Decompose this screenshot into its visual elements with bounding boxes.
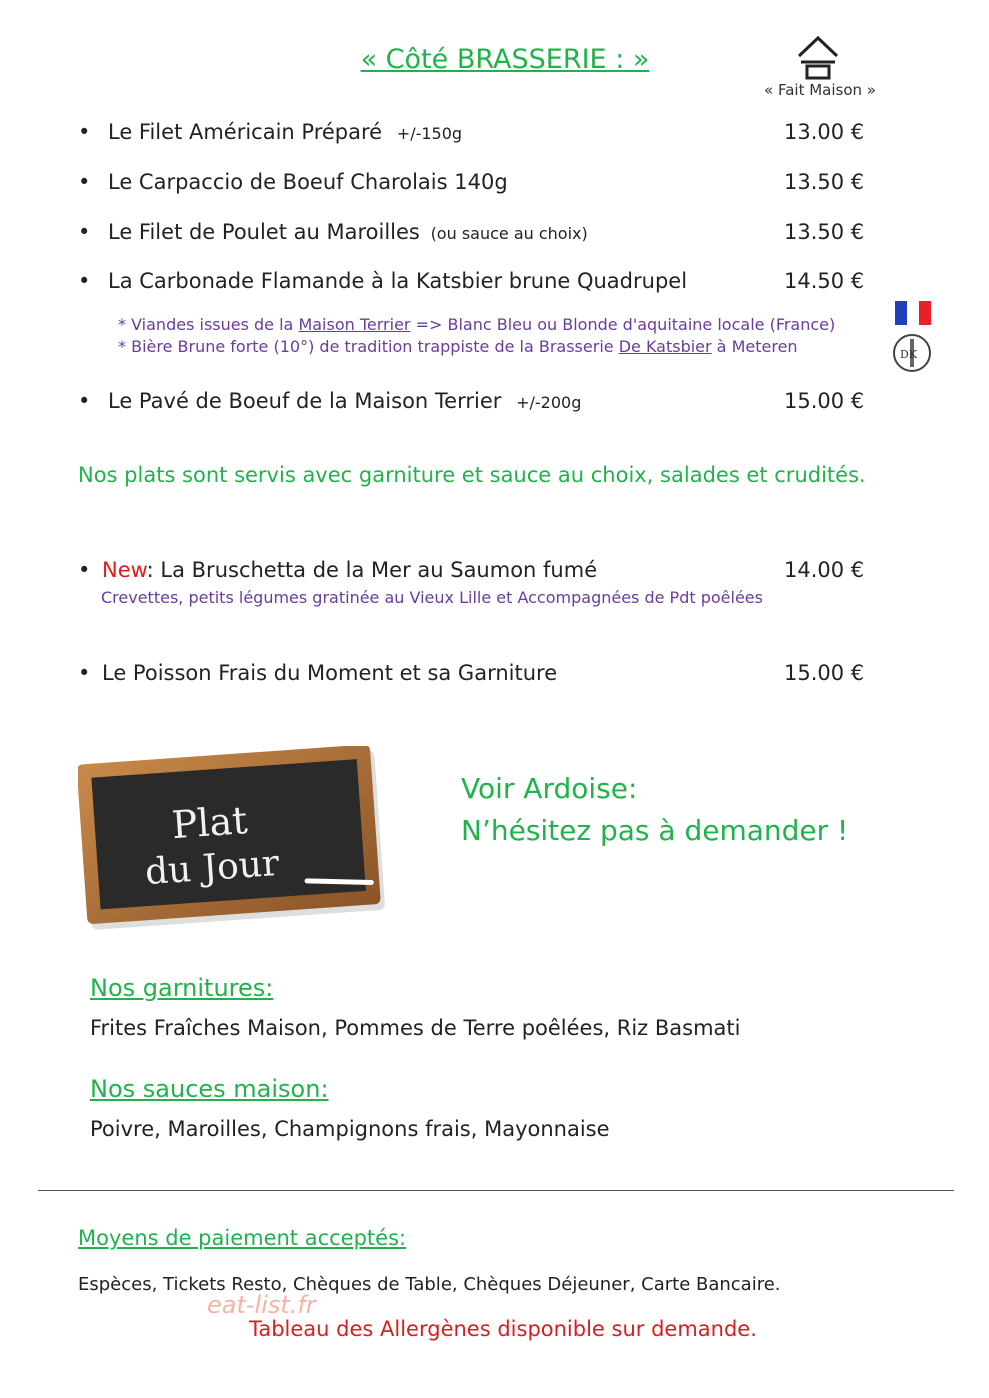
note-text: à Meteren (711, 337, 798, 356)
sauces-heading: Nos sauces maison: (90, 1075, 329, 1103)
bruschetta-description: Crevettes, petits légumes gratinée au Vieux Lille et Accompagnées de Pdt poêlées (101, 588, 763, 607)
item-price: 14.00 € (784, 558, 865, 582)
logo-text: DK (900, 348, 918, 361)
fait-maison-label: « Fait Maison » (764, 81, 876, 99)
de-katsbier-link: De Katsbier (618, 337, 712, 356)
item-price: 15.00 € (784, 661, 865, 685)
item-price: 15.00 € (784, 389, 865, 413)
payment-heading: Moyens de paiement acceptés: (78, 1226, 407, 1250)
bullet: • (78, 558, 91, 582)
note-text: => Blanc Bleu ou Blonde d'aquitaine locale (France) (410, 315, 836, 334)
item-detail: +/-200g (516, 393, 582, 412)
menu-item (78, 269, 878, 303)
item-price: 13.50 € (784, 170, 865, 194)
item-name: La Carbonade Flamande à la Katsbier brune Quadrupel (108, 269, 688, 293)
new-badge: New (102, 558, 147, 582)
item-price: 13.00 € (784, 120, 865, 144)
flag-red (919, 301, 931, 325)
slate-text-du-jour: du Jour (143, 842, 281, 894)
item-detail: +/-150g (396, 124, 463, 143)
item-name: Le Poisson Frais du Moment et sa Garniture (102, 661, 558, 685)
allergens-note: Tableau des Allergènes disponible sur demande. (249, 1317, 757, 1341)
meat-origin-note (118, 315, 835, 334)
voir-ardoise-line1: Voir Ardoise: (461, 772, 638, 805)
menu-item (78, 220, 878, 254)
menu-item (78, 558, 878, 592)
item-name: Le Filet de Poulet au Maroilles (108, 220, 420, 244)
payment-text: Espèces, Tickets Resto, Chèques de Table, Chèques Déjeuner, Carte Bancaire. (78, 1274, 781, 1295)
flag-white (907, 301, 919, 325)
maison-terrier-link: Maison Terrier (298, 315, 411, 334)
item-price: 13.50 € (784, 220, 865, 244)
item-name: Le Carpaccio de Boeuf Charolais 140g (108, 170, 508, 194)
note-text: * Bière Brune forte (10°) de tradition trappiste de la Brasserie (118, 337, 619, 356)
note-text: * Viandes issues de la (118, 315, 299, 334)
item-price: 14.50 € (784, 269, 865, 293)
item-name: Le Pavé de Boeuf de la Maison Terrier (108, 389, 502, 413)
french-flag-icon (895, 301, 931, 325)
item-name: Le Filet Américain Préparé (108, 120, 383, 144)
menu-item (78, 389, 878, 423)
plat-du-jour-slate (78, 746, 388, 932)
flag-blue (895, 301, 907, 325)
menu-item (78, 170, 878, 204)
voir-ardoise-line2: N’hésitez pas à demander ! (461, 814, 849, 847)
bullet: • (78, 220, 91, 244)
watermark: eat-list.fr (207, 1291, 316, 1319)
bullet: • (78, 389, 91, 413)
served-with-note: Nos plats sont servis avec garniture et sauce au choix, salades et crudités. (78, 463, 866, 487)
garnitures-heading: Nos garnitures: (90, 974, 274, 1002)
item-detail: (ou sauce au choix) (430, 224, 588, 243)
house-icon (795, 34, 841, 80)
sauces-text: Poivre, Maroilles, Champignons frais, Mayonnaise (90, 1117, 610, 1141)
bullet: • (78, 170, 91, 194)
bullet: • (78, 269, 91, 293)
menu-item (78, 120, 878, 154)
page-title: « Côté BRASSERIE : » (360, 44, 650, 75)
katsbier-logo-icon (891, 333, 933, 373)
garnitures-text: Frites Fraîches Maison, Pommes de Terre poêlées, Riz Basmati (90, 1016, 741, 1040)
bullet: • (78, 120, 91, 144)
bullet: • (78, 661, 91, 685)
menu-item (78, 661, 878, 695)
divider (38, 1190, 954, 1191)
item-name: : La Bruschetta de la Mer au Saumon fumé (146, 558, 598, 582)
slate-text-plat: Plat (170, 798, 249, 848)
beer-note (118, 337, 798, 356)
voir-ardoise (461, 768, 848, 852)
